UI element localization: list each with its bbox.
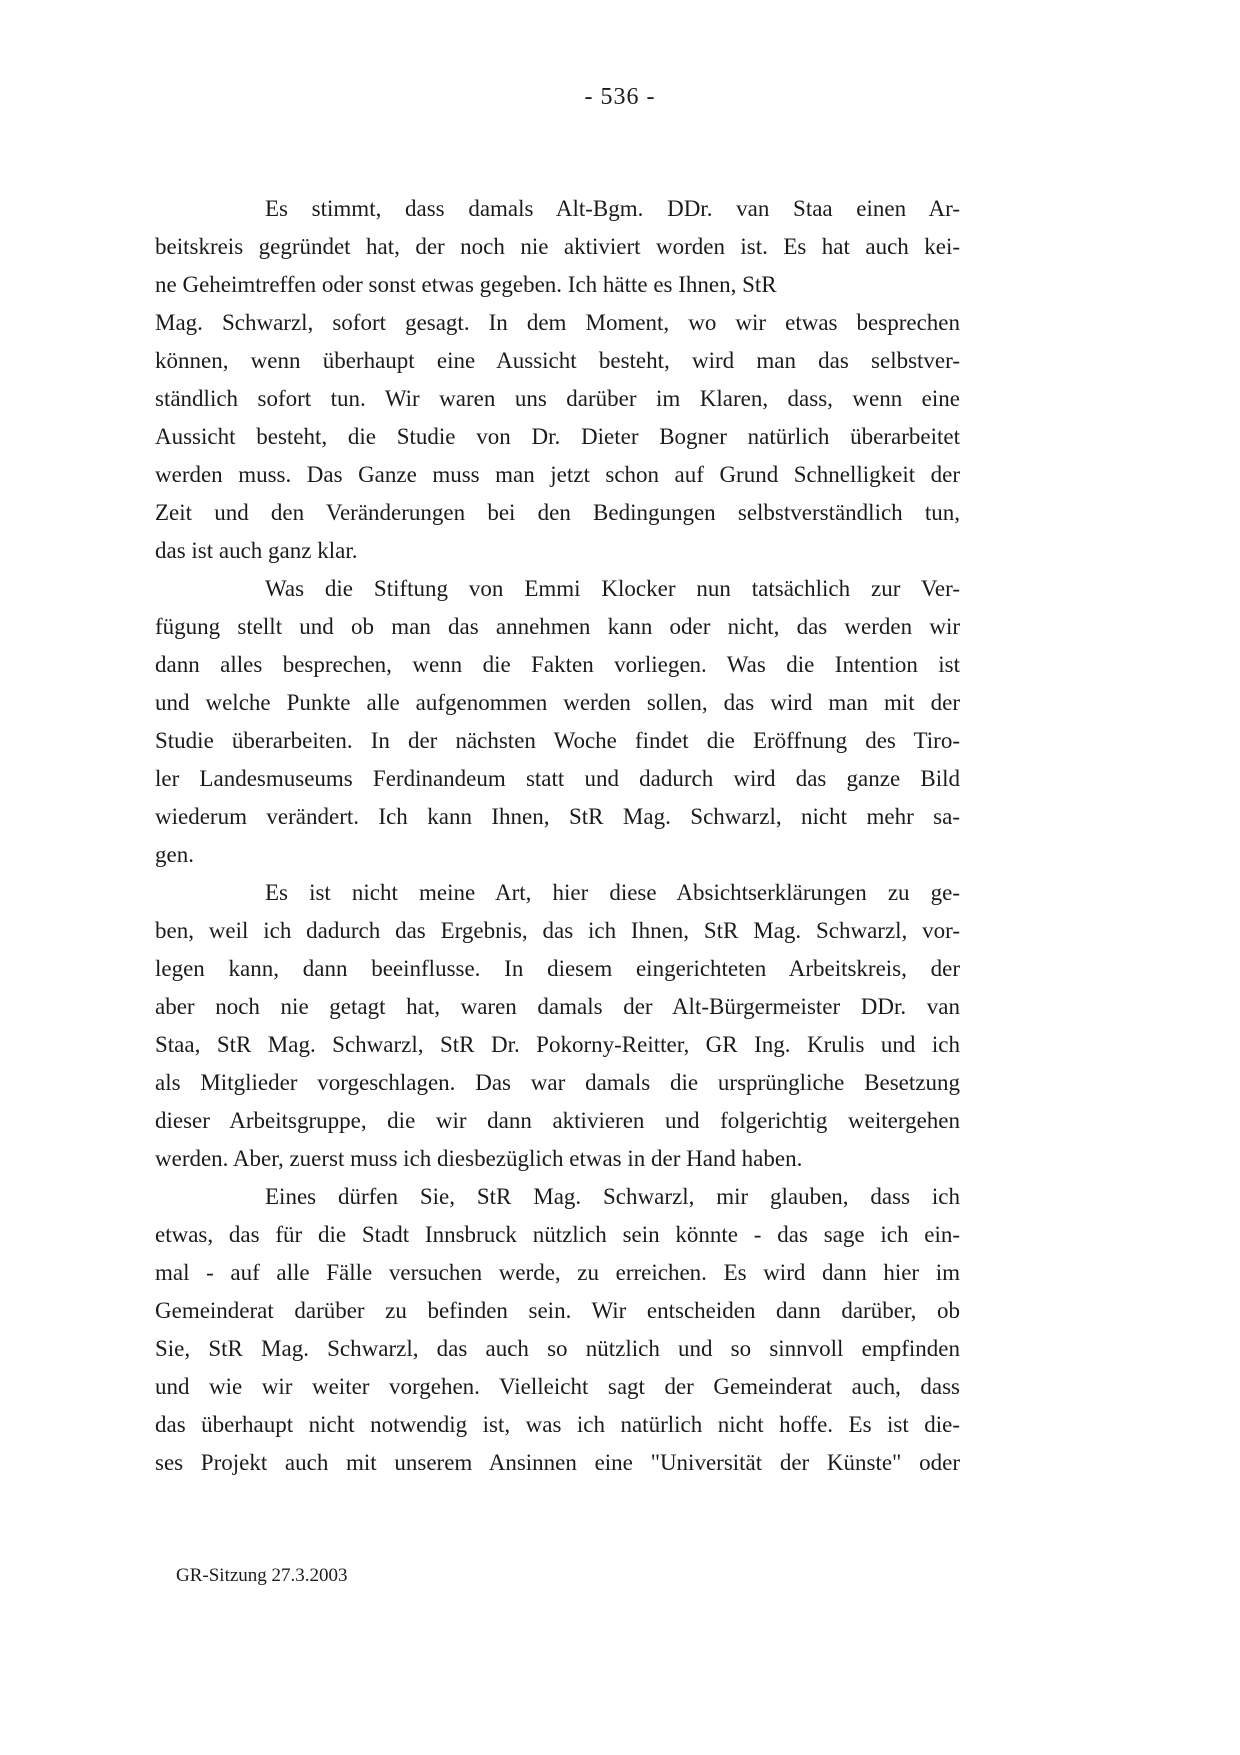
text-line: etwas, das für die Stadt Innsbruck nützlich sein könnte - das sage ich ein- bbox=[155, 1222, 960, 1247]
text-line: legen kann, dann beeinflusse. In diesem eingerichteten Arbeitskreis, der bbox=[155, 956, 960, 981]
text-line: Gemeinderat darüber zu befinden sein. Wir entscheiden dann darüber, ob bbox=[155, 1298, 960, 1323]
text-line: ständlich sofort tun. Wir waren uns darüber im Klaren, dass, wenn eine bbox=[155, 386, 960, 411]
text-line: werden muss. Das Ganze muss man jetzt schon auf Grund Schnelligkeit der bbox=[155, 462, 960, 487]
text-line: ses Projekt auch mit unserem Ansinnen eine "Universität der Künste" oder bbox=[155, 1450, 960, 1475]
text-line: und welche Punkte alle aufgenommen werden sollen, das wird man mit der bbox=[155, 690, 960, 715]
paragraph bbox=[155, 874, 960, 1178]
text-line: gen. bbox=[155, 842, 194, 867]
text-line: werden. Aber, zuerst muss ich diesbezüglich etwas in der Hand haben. bbox=[155, 1146, 803, 1171]
text-line: fügung stellt und ob man das annehmen kann oder nicht, das werden wir bbox=[155, 614, 960, 639]
text-line: Studie überarbeiten. In der nächsten Woche findet die Eröffnung des Tiro- bbox=[155, 728, 960, 753]
footer-session-label: GR-Sitzung 27.3.2003 bbox=[176, 1565, 348, 1586]
text-line: Eines dürfen Sie, StR Mag. Schwarzl, mir glauben, dass ich bbox=[265, 1184, 960, 1209]
text-line: Aussicht besteht, die Studie von Dr. Dieter Bogner natürlich überarbeitet bbox=[155, 424, 960, 449]
page-number: - 536 - bbox=[584, 84, 656, 110]
document-body bbox=[155, 190, 960, 1482]
text-line: Es stimmt, dass damals Alt-Bgm. DDr. van Staa einen Ar- bbox=[265, 196, 960, 221]
text-line: aber noch nie getagt hat, waren damals der Alt-Bürgermeister DDr. van bbox=[155, 994, 960, 1019]
text-line: ben, weil ich dadurch das Ergebnis, das ich Ihnen, StR Mag. Schwarzl, vor- bbox=[155, 918, 960, 943]
paragraph bbox=[155, 1178, 960, 1482]
text-line: ler Landesmuseums Ferdinandeum statt und dadurch wird das ganze Bild bbox=[155, 766, 960, 791]
text-line: wiederum verändert. Ich kann Ihnen, StR Mag. Schwarzl, nicht mehr sa- bbox=[155, 804, 960, 829]
text-line: das überhaupt nicht notwendig ist, was ich natürlich nicht hoffe. Es ist die- bbox=[155, 1412, 960, 1437]
text-line: und wie wir weiter vorgehen. Vielleicht sagt der Gemeinderat auch, dass bbox=[155, 1374, 960, 1399]
text-line: Mag. Schwarzl, sofort gesagt. In dem Moment, wo wir etwas besprechen bbox=[155, 310, 960, 335]
text-line: Es ist nicht meine Art, hier diese Absichtserklärungen zu ge- bbox=[265, 880, 960, 905]
text-line: dann alles besprechen, wenn die Fakten vorliegen. Was die Intention ist bbox=[155, 652, 960, 677]
text-line: als Mitglieder vorgeschlagen. Das war damals die ursprüngliche Besetzung bbox=[155, 1070, 960, 1095]
text-line: Was die Stiftung von Emmi Klocker nun tatsächlich zur Ver- bbox=[265, 576, 960, 601]
text-line: das ist auch ganz klar. bbox=[155, 538, 358, 563]
text-line: können, wenn überhaupt eine Aussicht besteht, wird man das selbstver- bbox=[155, 348, 960, 373]
text-line: ne Geheimtreffen oder sonst etwas gegeben. Ich hätte es Ihnen, StR bbox=[155, 272, 777, 297]
text-line: Zeit und den Veränderungen bei den Bedingungen selbstverständlich tun, bbox=[155, 500, 960, 525]
paragraph bbox=[155, 570, 960, 874]
text-line: beitskreis gegründet hat, der noch nie aktiviert worden ist. Es hat auch kei- bbox=[155, 234, 960, 259]
text-line: dieser Arbeitsgruppe, die wir dann aktivieren und folgerichtig weitergehen bbox=[155, 1108, 960, 1133]
paragraph bbox=[155, 190, 960, 570]
text-line: Staa, StR Mag. Schwarzl, StR Dr. Pokorny-Reitter, GR Ing. Krulis und ich bbox=[155, 1032, 960, 1057]
text-line: mal - auf alle Fälle versuchen werde, zu erreichen. Es wird dann hier im bbox=[155, 1260, 960, 1285]
text-line: Sie, StR Mag. Schwarzl, das auch so nützlich und so sinnvoll empfinden bbox=[155, 1336, 960, 1361]
